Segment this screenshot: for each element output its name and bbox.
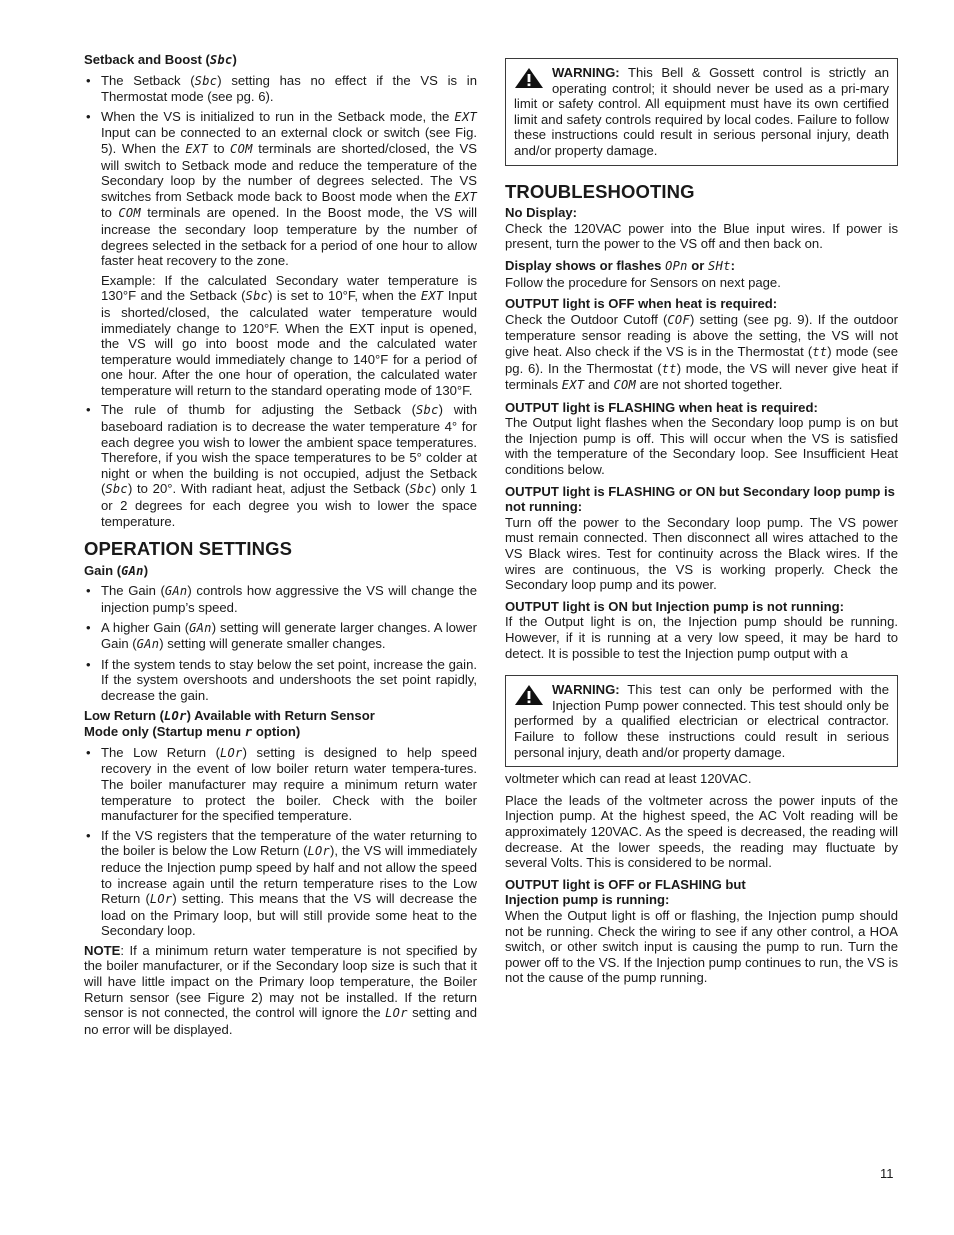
voltmeter-text: voltmeter which can read at least 120VAC. [505,771,752,787]
setback-list [84,73,477,269]
right-column [505,52,898,986]
gain-bullet-2: • A higher Gain (GAn) setting will generate larger changes. A lower Gain (GAn) setting will generate smaller changes. [84,620,477,653]
no-display-heading: No Display: [505,205,578,221]
warning-box-2: WARNING: This test can only be performed with the Injection Pump power connected. This test should only be performed by a qualified electrician or electrical contractor. Failure to follow these instructions could result in serious personal injury, death and/or property damage. [505,675,898,767]
display-flashes-heading: Display shows or flashes OPn or SHt: [505,257,735,273]
setback-bullet-1: • The Setback (Sbc) setting has no effect if the VS is in Thermostat mode (see pg. 6). [84,73,477,105]
setback-heading: Setback and Boost (Sbc) [84,52,237,67]
output-off-text: Check the Outdoor Cutoff (COF) setting (see pg. 9). If the outdoor temperature sensor reading is above the setting, the VS will not give heat. Also check if the VS is in the Thermostat (tt) mode (see pg. 6). In the Thermostat (tt) mode, the VS will never give heat if terminals EXT and COM are not shorted together. [505,311,899,393]
low-return-list [84,745,477,939]
display-flashes-text: Follow the procedure for Sensors on next page. [505,274,781,290]
leads-text: Place the leads of the voltmeter across the power inputs of the Injection pump. At the highest speed, the AC Volt reading will be approximately 120VAC. As the speed is decreased, the reading will decrease. At the lower speeds, the reading may fluctuate by several Volts. This is considered to be normal. [505,792,898,871]
gain-bullet-3: • If the system tends to stay below the set point, increase the gain. If the system overshoots and undershoots the set point rapidly, decrease the gain. [84,657,477,704]
operation-settings-title: OPERATION SETTINGS [84,538,293,560]
troubleshooting-title: TROUBLESHOOTING [505,180,695,202]
warning-icon [514,684,544,706]
setback-example: Example: If the calculated Secondary water temperature is 130°F and the Setback (Sbc) is set to 10°F, when the EXT Input is shorted/closed, the calculated water temperature would immediately change to 120°F. When the EXT input is opened, the VS will go into boost mode and the calculated water temperature would immediately change to 140°F for a period of one hour. After the one hour of operation, the calculated water temperature will return to the standard operating mode of 130°F. [101,272,477,398]
note-paragraph: NOTE: If a minimum return water temperature is not specified by the boiler manufacturer, or if the Secondary loop size is such that it will have little impact on the Primary loop temperature, the Boiler Return sensor (see Figure 2) may not be installed. If the return sensor is not connected, the control will ignore the LOr setting and no error will be displayed. [84,942,478,1037]
warning-icon [514,67,544,89]
output-off-heading: OUTPUT light is OFF when heat is required: [505,296,778,312]
warning-box-1: WARNING: This Bell & Gossett control is strictly an operating control; it should never be used as a pri-mary limit or safety control. All equipment must have its own certified limit and safety controls required by local codes. Failure to follow these instructions could result in serious personal injury, death and/or property damage. [505,58,898,166]
warning-label: WARNING: [552,682,620,698]
low-return-bullet-1: • The Low Return (LOr) setting is designed to help speed recovery in the event of low boiler return water tempera-tures. The boiler manufacturer may require a minimum return water temperature to protect the boiler. Check with the boiler manufacturer for the specified temperature. [84,745,477,824]
setback-bullet-2: • When the VS is initialized to run in the Setback mode, the EXT Input can be connected to an external clock or switch (see Fig. 5). When the EXT to COM terminals are shorted/closed, the VS will switch to Setback mode and reduce the temperature of the Secondary loop by the number of degrees selected. The VS switches from Setback mode back to Boost mode when the EXT to COM terminals are opened. In the Boost mode, the VS will increase the secondary loop temperature by the number of degrees selected in the setback for a period of one hour to allow faster heat recovery to the zone. [84,109,477,269]
gain-bullet-1: • The Gain (GAn) controls how aggressive the VS will change the injection pump’s speed. [84,583,477,615]
low-return-bullet-2: • If the VS registers that the temperature of the water returning to the boiler is below the Low Return (LOr), the VS will immediately reduce the Injection pump speed by half and not allow the speed to increase again until the return temperature rises to the Low Return (LOr) setting. This means that the VS will decrease the load on the Primary loop, but will still provide some heat to the Secondary loop. [84,828,477,939]
gain-heading: Gain (GAn) [84,562,149,578]
left-column [84,52,477,1037]
off-flashing-heading: OUTPUT light is OFF or FLASHING but Injection pump is running: [505,876,746,908]
secondary-pump-text: Turn off the power to the Secondary loop pump. The VS power must remain connected. Then disconnect all wires attached to the VS Black wires. Test for continuity across the Black wires. If the wires are continuous, the VS is working properly. Check the Secondary loop pump and its power. [505,514,898,593]
warning-label: WARNING: [552,65,620,80]
no-display-text: Check the 120VAC power into the Blue input wires. If power is present, turn the power to the VS off and then back on. [505,220,898,252]
injection-pump-text: If the Output light is on, the Injection pump should be running. However, if it is running at a very low speed, it may be hard to detect. It is possible to test the Injection pump output with a [505,614,898,661]
page-number: 11 [880,1166,894,1181]
injection-pump-heading: OUTPUT light is ON but Injection pump is not running: [505,598,844,614]
output-flashing-heading: OUTPUT light is FLASHING when heat is required: [505,399,818,415]
secondary-pump-heading: OUTPUT light is FLASHING or ON but Secondary loop pump is not running: [505,483,895,515]
output-flashing-text: The Output light flashes when the Secondary loop pump is on but the Injection pump is off. This will occur when the VS is satisfied with the temperature of the Secondary loop. See Insufficient Heat conditions below. [505,415,898,478]
gain-list [84,583,477,703]
low-return-heading: Low Return (LOr) Available with Return Sensor Mode only (Startup menu r option) [84,707,375,740]
setback-bullet-3: • The rule of thumb for adjusting the Setback (Sbc) with baseboard radiation is to decrease the water temperature 4° for each degree you wish to lower the ambient space temperatures. Therefore, if you wish the space temperatures to be 5° colder at night or when the building is not occupied, adjust the Setback (Sbc) to 20°. With radiant heat, adjust the Setback (Sbc) only 1 or 2 degrees for each degree you wish to lower the space temperature. [84,402,477,529]
off-flashing-text: When the Output light is off or flashing, the Injection pump should not be running. Check the wiring to see if any other control, a HOA switch, or other switch input is causing the pump to run. Turn the power off to the VS. If the Injection pump continues to run, the VS is not the cause of the pump running. [505,907,898,986]
